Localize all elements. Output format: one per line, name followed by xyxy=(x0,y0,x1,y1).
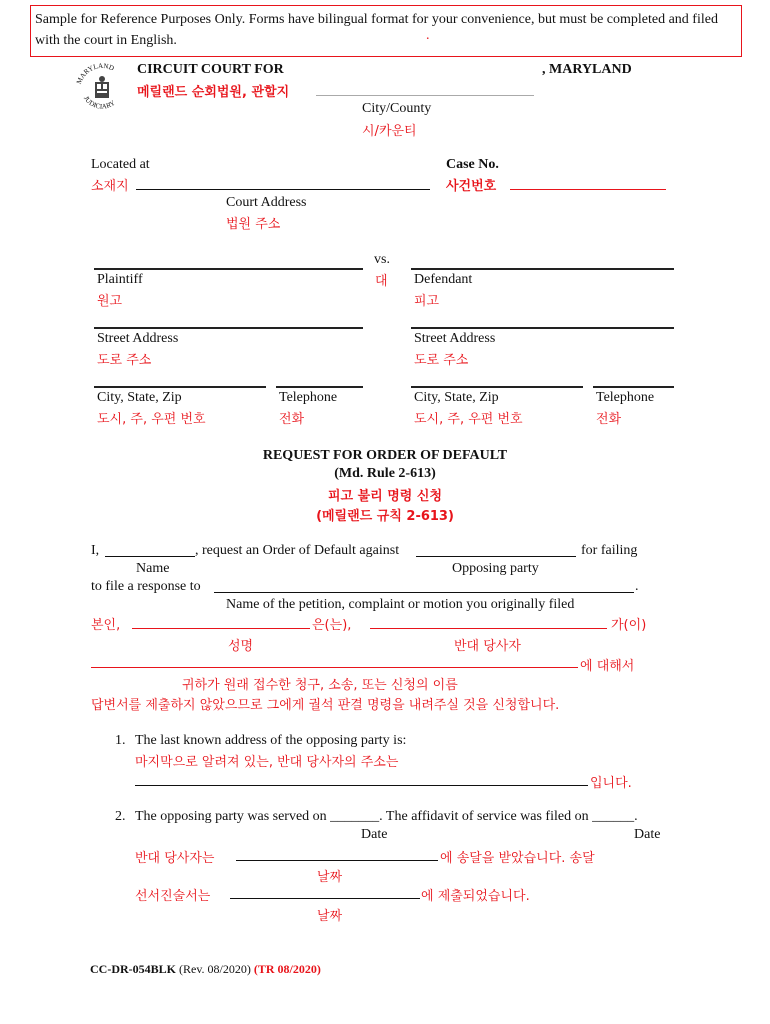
self-label-ko: 본인, xyxy=(91,618,121,633)
item2-text[interactable]: The opposing party was served on _______. The affidavit of service was filed on ______. xyxy=(135,809,638,824)
svg-text:MARYLAND xyxy=(75,62,115,85)
i-label: I, xyxy=(91,543,100,558)
period: . xyxy=(635,579,639,594)
served-date-field-ko[interactable] xyxy=(236,860,438,861)
request-text: , request an Order of Default against xyxy=(195,543,400,558)
defendant-city-field[interactable] xyxy=(411,386,583,388)
form-footer xyxy=(90,962,321,977)
reference-notice xyxy=(30,5,742,57)
defendant-label-ko: 피고 xyxy=(414,294,440,309)
court-address-label: Court Address xyxy=(226,195,307,210)
form-rule-ko: (메릴랜드 규칙 2-613) xyxy=(316,509,454,524)
form-title: REQUEST FOR ORDER OF DEFAULT xyxy=(262,448,508,463)
filed-date-field-ko[interactable] xyxy=(230,898,420,899)
plaintiff-city-label: City, State, Zip xyxy=(97,390,182,405)
circuit-court-for-label: CIRCUIT COURT FOR xyxy=(137,62,284,77)
requester-name-field-ko[interactable] xyxy=(132,628,310,629)
ga-ko: 가(이) xyxy=(611,618,647,633)
vs-label-ko: 대 xyxy=(375,274,388,289)
court-location-field[interactable] xyxy=(136,189,430,190)
opposing-party-caption: Opposing party xyxy=(452,561,539,576)
item1-number: 1. xyxy=(115,733,126,748)
eun-ko: 은(는), xyxy=(312,618,352,633)
item1-end-ko: 입니다. xyxy=(590,776,632,791)
form-title-ko: 피고 불리 명령 신청 xyxy=(327,489,443,504)
defendant-street-label-ko: 도로 주소 xyxy=(414,353,469,368)
to-file-text: to file a response to xyxy=(91,579,201,594)
city-county-label-ko: 시/카운티 xyxy=(362,124,417,139)
seal-bottom-text: JUDICIARY xyxy=(81,94,117,111)
item2-d-ko: 에 제출되었습니다. xyxy=(421,889,530,904)
case-number-field[interactable] xyxy=(510,189,666,190)
plaintiff-street-label-ko: 도로 주소 xyxy=(97,353,152,368)
vs-label: vs. xyxy=(374,252,390,267)
located-at-label-ko: 소재지 xyxy=(91,179,129,194)
opposing-party-field-ko[interactable] xyxy=(370,628,607,629)
city-county-label: City/County xyxy=(362,101,432,116)
plaintiff-label: Plaintiff xyxy=(97,272,143,287)
requester-name-field[interactable] xyxy=(105,556,195,557)
defendant-city-label: City, State, Zip xyxy=(414,390,499,405)
opposing-party-field[interactable] xyxy=(416,556,576,557)
form-id: CC-DR-054BLK xyxy=(90,962,176,976)
translation-revision: (TR 08/2020) xyxy=(253,962,321,976)
form-revision: (Rev. 08/2020) xyxy=(179,962,251,976)
request-statement-ko: 답변서를 제출하지 않았으므로 그에게 궐석 판결 명령을 내려주실 것을 신청합니다. xyxy=(91,698,560,713)
petition-name-field[interactable] xyxy=(214,592,634,593)
court-county-field[interactable] xyxy=(316,95,534,96)
case-no-label: Case No. xyxy=(446,157,499,172)
filed-date-caption: Date xyxy=(634,827,661,842)
plaintiff-street-field[interactable] xyxy=(94,327,363,329)
name-caption: Name xyxy=(136,561,170,576)
circuit-court-for-label-ko: 메릴랜드 순회법원, 관할지 xyxy=(137,85,290,100)
defendant-telephone-label-ko: 전화 xyxy=(596,412,622,427)
case-no-label-ko: 사건번호 xyxy=(446,179,497,194)
defendant-telephone-field[interactable] xyxy=(593,386,674,388)
plaintiff-name-field[interactable] xyxy=(94,268,363,270)
item2-number: 2. xyxy=(115,809,126,824)
plaintiff-telephone-label: Telephone xyxy=(279,390,338,405)
seal-top-text: MARYLAND xyxy=(74,61,116,86)
notice-red-dot: . xyxy=(426,28,430,43)
plaintiff-street-label: Street Address xyxy=(97,331,179,346)
maryland-judiciary-seal xyxy=(74,60,130,120)
opposing-address-field[interactable] xyxy=(135,785,588,786)
item2-b-ko: 에 송달을 받았습니다. 송달 xyxy=(440,851,595,866)
defendant-street-field[interactable] xyxy=(411,327,674,329)
defendant-street-label: Street Address xyxy=(414,331,496,346)
name-caption-ko: 성명 xyxy=(228,639,254,654)
item1-text-ko: 마지막으로 알려져 있는, 반대 당사자의 주소는 xyxy=(135,755,399,770)
plaintiff-city-field[interactable] xyxy=(94,386,266,388)
for-failing-text: for failing xyxy=(581,543,638,558)
served-date-caption: Date xyxy=(361,827,388,842)
defendant-name-field[interactable] xyxy=(411,268,674,270)
defendant-city-label-ko: 도시, 주, 우편 번호 xyxy=(414,412,523,427)
plaintiff-telephone-field[interactable] xyxy=(276,386,363,388)
plaintiff-city-label-ko: 도시, 주, 우편 번호 xyxy=(97,412,206,427)
opposing-caption-ko: 반대 당사자 xyxy=(454,639,521,654)
plaintiff-telephone-label-ko: 전화 xyxy=(279,412,305,427)
item1-text: The last known address of the opposing party is: xyxy=(135,733,407,748)
regarding-ko: 에 대해서 xyxy=(580,659,635,674)
defendant-telephone-label: Telephone xyxy=(596,390,655,405)
court-address-label-ko: 법원 주소 xyxy=(226,217,281,232)
petition-caption-ko: 귀하가 원래 접수한 청구, 소송, 또는 신청의 이름 xyxy=(182,678,458,693)
maryland-label: , MARYLAND xyxy=(542,62,632,77)
item2-a-ko: 반대 당사자는 xyxy=(135,851,215,866)
defendant-label: Defendant xyxy=(414,272,473,287)
item2-c-ko: 선서진술서는 xyxy=(135,889,211,904)
plaintiff-label-ko: 원고 xyxy=(97,294,123,309)
reference-notice-text: Sample for Reference Purposes Only. Forms have bilingual format for your convenience, but must be completed and filed with the court in English. xyxy=(35,12,718,48)
petition-caption: Name of the petition, complaint or motion you originally filed xyxy=(226,597,575,612)
petition-name-field-ko[interactable] xyxy=(91,667,578,668)
form-rule: (Md. Rule 2-613) xyxy=(334,466,436,481)
served-date-caption-ko: 날짜 xyxy=(317,870,343,885)
located-at-label: Located at xyxy=(91,157,150,172)
filed-date-caption-ko: 날짜 xyxy=(317,909,343,924)
